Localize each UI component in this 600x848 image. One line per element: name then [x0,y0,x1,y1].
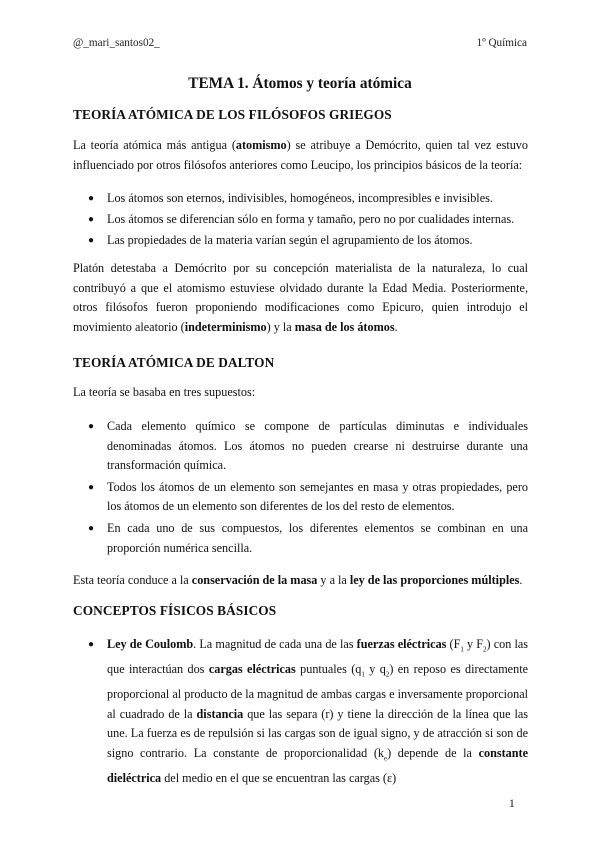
term-masa-atomos: masa de los átomos [294,319,395,334]
closing-text: Esta teoría conduce a la [73,573,192,587]
bullet-icon: ● [88,522,95,534]
list-item-text: Los átomos son eternos, indivisibles, homogéneos, incompresibles e invisibles. [107,191,493,205]
closing-text: . [519,573,523,587]
page-number: 1 [509,798,515,810]
coulomb-text: ) en reposo es directamente proporcional al producto de la magnitud de ambas cargas e inversamente proporcional al cuadrado de la [107,662,528,721]
list-item [73,210,528,230]
header-author: @_mari_santos02_ [73,37,160,49]
list-item [73,478,528,517]
section-heading-greek: TEORÍA ATÓMICA DE LOS FILÓSOFOS GRIEGOS [73,107,392,122]
coulomb-text: ) con las que interactúan dos [107,637,528,677]
dalton-closing-paragraph [73,571,528,591]
term-ley-coulomb: Ley de Coulomb [107,637,194,651]
coulomb-text: que las separa (r) y tiene la dirección de la línea que las une. La fuerza es de repulsión si las cargas son de igual signo, y de atracción si son de signo contrario. La constante de proporcionalidad (k [107,706,528,760]
list-item [73,519,528,558]
subscript: 1 [460,645,464,654]
section-heading-conceptos: CONCEPTOS FÍSICOS BÁSICOS [73,603,277,618]
coulomb-text: . La magnitud de cada una de las [193,637,357,651]
term-conservacion-masa: conservación de la masa [191,573,318,587]
list-item [73,417,528,476]
bullet-icon: ● [88,234,95,246]
bullet-icon: ● [88,193,95,204]
term-indeterminismo: indeterminismo [184,319,267,334]
closing-text: ) y la [266,319,295,334]
subscript: e [383,754,388,763]
list-item-coulomb [73,635,528,788]
header-course: 1º Química [476,37,527,49]
term-atomismo: atomismo [235,138,287,152]
intro-text: La teoría atómica más antigua ( [73,138,236,152]
subscript: 2 [385,670,390,679]
term-ley-proporciones: ley de las proporciones múltiples [349,573,520,587]
bullet-icon: ● [88,213,95,225]
list-item-text: Todos los átomos de un elemento son semejantes en masa y otras propiedades, pero los átomos de un elemento son diferentes de los del resto de elementos. [107,479,528,514]
dalton-intro-paragraph: La teoría se basaba en tres supuestos: [73,385,256,399]
term-cargas-electricas: cargas eléctricas [208,662,296,677]
coulomb-text: ) depende de la [387,745,479,760]
coulomb-text: y q [364,662,386,677]
subscript: 2 [483,645,487,654]
coulomb-text: del medio en el que se encuentran las cargas (ε) [161,770,397,785]
closing-text: Platón detestaba a Demócrito por su concepción materialista de la naturaleza, lo cual contribuyó a que el atomismo estuviese olvidado durante la Edad Media. Posteriormente, otros filósofos fueron proponiendo modificaciones como Epicuro, quien introdujo el movimiento aleatorio ( [73,261,528,334]
section-heading-dalton: TEORÍA ATÓMICA DE DALTON [73,355,275,370]
bullet-icon: ● [88,421,95,432]
dalton-assumptions-list [73,417,528,560]
greek-closing-paragraph [73,259,528,337]
conceptos-list [73,635,528,788]
bullet-icon: ● [88,639,95,650]
page-title: TEMA 1. Átomos y teoría atómica [188,75,412,92]
greek-intro-paragraph [73,136,528,175]
list-item-text: Las propiedades de la materia varían según el agrupamiento de los átomos. [107,232,473,247]
term-fuerzas-electricas: fuerzas eléctricas [356,637,447,651]
intro-text: ) se atribuye a Demócrito, quien tal vez estuvo influenciado por otros filósofos anteriores como Leucipo, los principios básicos de la teoría: [73,138,528,172]
closing-text: . [394,319,398,334]
coulomb-text: y F [463,637,484,651]
subscript: 1 [361,670,365,679]
bullet-icon: ● [88,481,95,493]
list-item [73,231,528,251]
list-item-text: Los átomos se diferencian sólo en forma y tamaño, pero no por cualidades internas. [107,211,515,226]
list-item-text: En cada uno de sus compuestos, los diferentes elementos se combinan en una proporción numérica sencilla. [107,520,528,555]
coulomb-text: puntuales (q [295,662,362,677]
term-distancia: distancia [196,706,244,721]
term-constante-dielectrica: constante dieléctrica [107,745,528,785]
list-item-text: Cada elemento químico se compone de partículas diminutas e individuales denominadas átomos. Los átomos no pueden crearse ni destruirse durante una transformación química. [107,419,528,473]
closing-text: y a la [317,573,350,587]
coulomb-text: (F [446,637,461,651]
greek-principles-list [73,189,528,252]
list-item [73,189,528,209]
